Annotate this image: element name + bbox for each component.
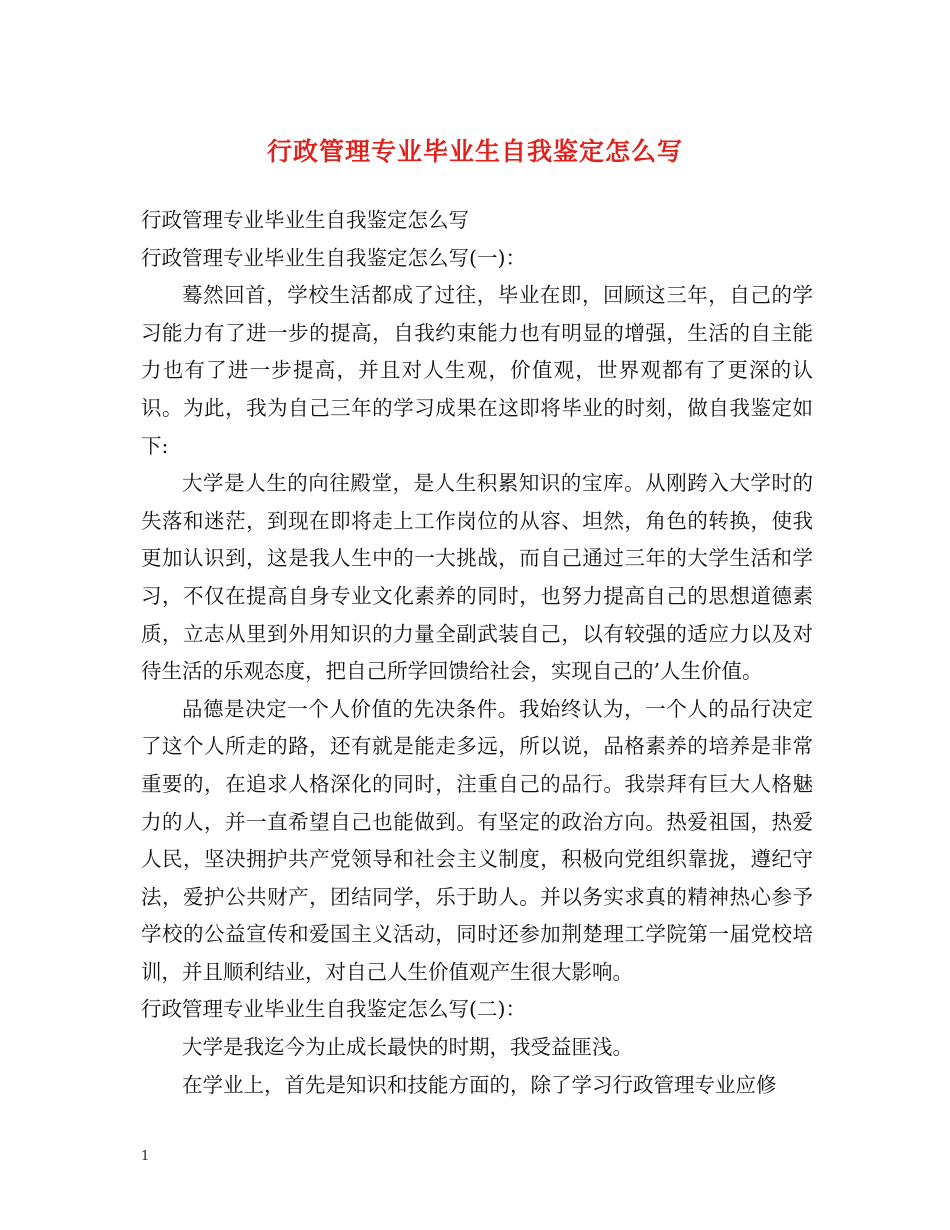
paragraph-5: 在学业上，首先是知识和技能方面的，除了学习行政管理专业应修	[182, 1072, 777, 1097]
paragraph-3: 品德是决定一个人价值的先决条件。我始终认为，一个人的品行决定了这个人所走的路，还有就是能走多远，所以说，品格素养的培养是非常重要的，在追求人格深化的同时，注重自己的品行。我崇拜有巨大人格魅力的人，并一直希望自己也能做到。有坚定的政治方向。热爱祖国，热爱人民，坚决拥护共产党领导和社会主义制度，积极向党组织靠拢，遵纪守法，爱护公共财产，团结同学，乐于助人。并以务实求真的精神热心参予学校的公益宣传和爱国主义活动，同时还参加荆楚理工学院第一届党校培训，并且顺利结业，对自己人生价值观产生很大影响。	[141, 696, 813, 984]
paragraph-2: 大学是人生的向往殿堂，是人生积累知识的宝库。从刚跨入大学时的失落和迷茫，到现在即将走上工作岗位的从容、坦然，角色的转换，使我更加认识到，这是我人生中的一大挑战，而自己通过三年的大学生活和学习，不仅在提高自身专业文化素养的同时，也努力提高自己的思想道德素质，立志从里到外用知识的力量全副武装自己，以有较强的适应力以及对待生活的乐观态度，把自己所学回馈给社会，实现自己的’人生价值。	[141, 471, 813, 684]
intro-line: 行政管理专业毕业生自我鉴定怎么写	[141, 208, 469, 232]
section-heading-2: 行政管理专业毕业生自我鉴定怎么写(二)：	[141, 997, 526, 1022]
paragraph-1: 蓦然回首，学校生活都成了过往，毕业在即，回顾这三年，自己的学习能力有了进一步的提高，自我约束能力也有明显的增强，生活的自主能力也有了进一步提高，并且对人生观，价值观，世界观都有了更深的认识。为此，我为自己三年的学习成果在这即将毕业的时刻，做自我鉴定如下:	[141, 283, 813, 458]
section-heading-1: 行政管理专业毕业生自我鉴定怎么写(一)：	[141, 245, 526, 270]
document-title: 行政管理专业毕业生自我鉴定怎么写	[266, 137, 683, 166]
document-body	[141, 202, 813, 1104]
page-number: 1	[141, 1149, 150, 1164]
paragraph-4: 大学是我迄今为止成长最快的时期，我受益匪浅。	[182, 1035, 633, 1060]
